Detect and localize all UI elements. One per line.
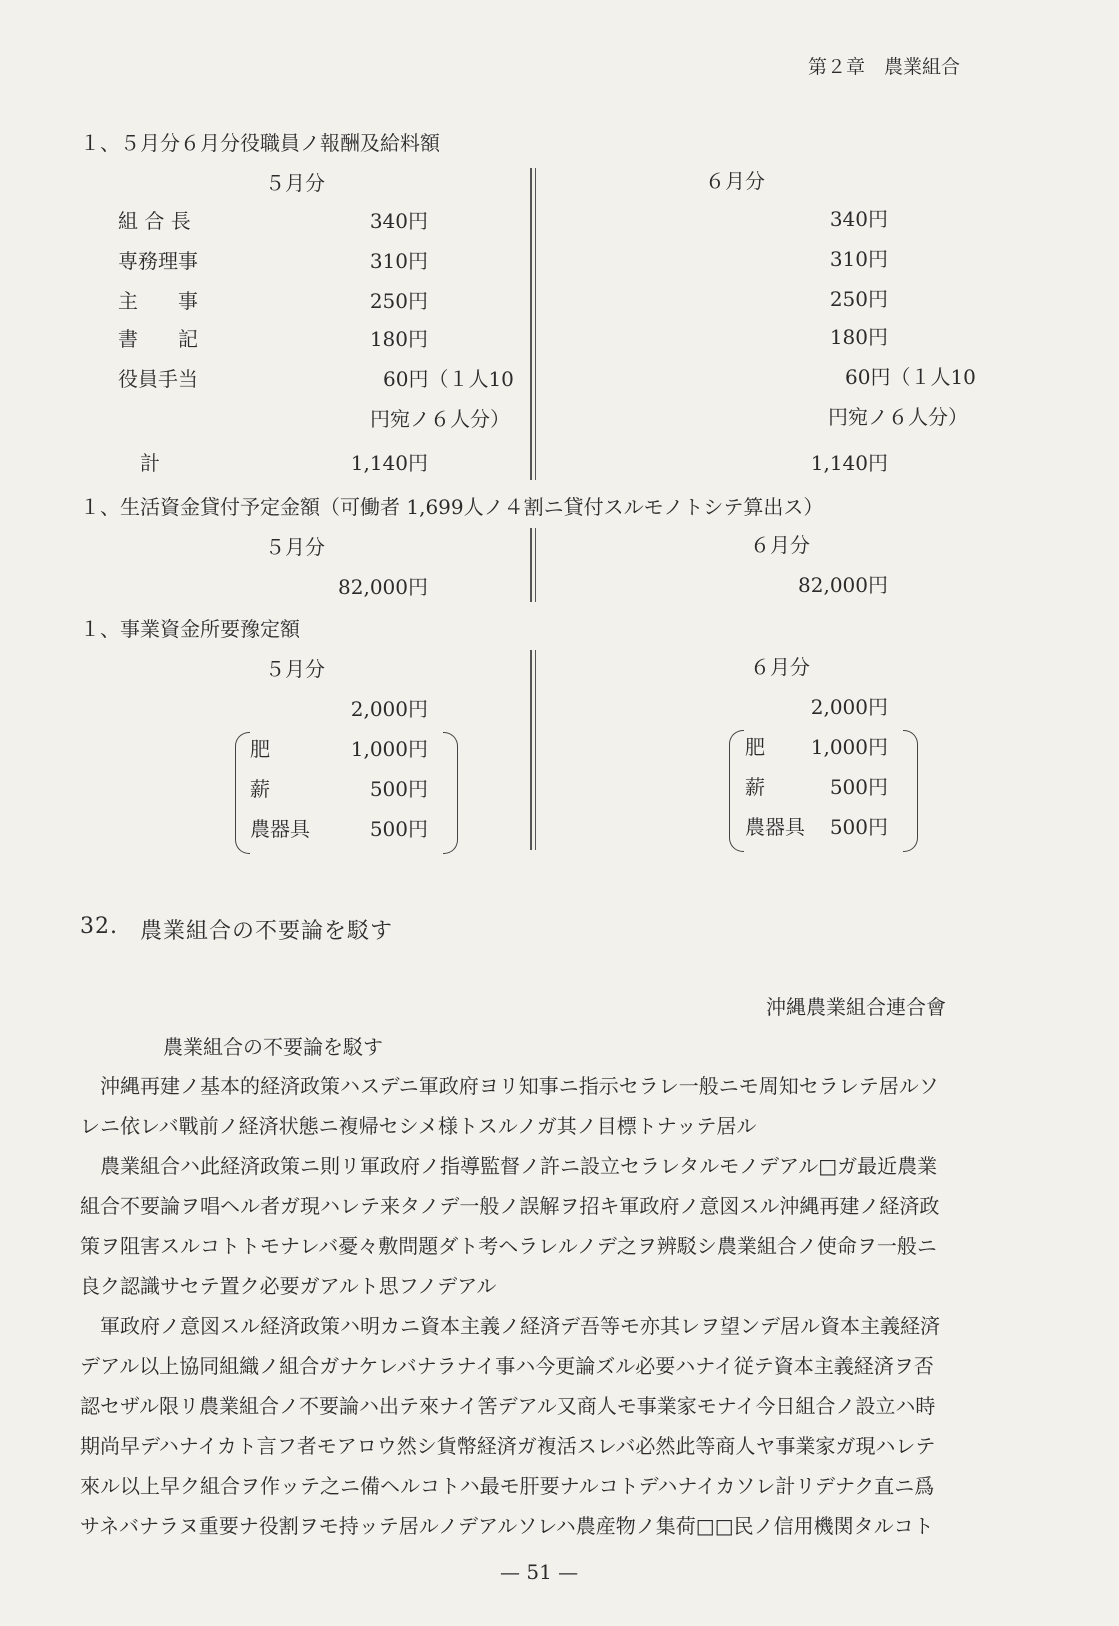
column-divider — [535, 650, 536, 850]
item-label: 肥 — [250, 737, 270, 761]
bracket-right — [443, 732, 458, 854]
body-line: 組合不要論ヲ唱ヘル者ガ現ハレテ来タノデ一般ノ誤解ヲ招キ軍政府ノ意図スル沖縄再建ノ経済政 — [80, 1194, 940, 1218]
total-june-value: 1,140円 — [810, 451, 888, 475]
row-label: 主 事 — [118, 289, 198, 313]
item-value: 500円 — [829, 815, 888, 839]
body-line: 軍政府ノ意図スル経済政策ハ明カニ資本主義ノ経済デ吾等モ亦其レヲ望ンデ居ル資本主義経済 — [100, 1314, 940, 1338]
row-june-value: 310円 — [829, 247, 888, 271]
article-body — [80, 1066, 1010, 1546]
allowance-continuation-june: 円宛ノ６人分） — [828, 405, 968, 429]
section-2-june-value: 82,000円 — [798, 573, 888, 597]
item-label: 肥 — [745, 735, 765, 759]
column-divider — [530, 528, 532, 602]
row-label: 組 合 長 — [118, 209, 191, 233]
section-2-june-label: ６月分 — [750, 533, 810, 557]
section-1-title: １、５月分６月分役職員ノ報酬及給料額 — [80, 131, 440, 155]
section-1-june-label: ６月分 — [705, 169, 765, 193]
body-line: 認セザル限リ農業組合ノ不要論ハ出テ來ナイ筈デアル又商人モ事業家モナイ今日組合ノ設立ハ時 — [80, 1394, 936, 1418]
item-value: 500円 — [369, 777, 428, 801]
item-value: 1,000円 — [810, 735, 888, 759]
article-subtitle: 農業組合の不要論を駁す — [163, 1035, 383, 1059]
item-label: 薪 — [250, 777, 270, 801]
column-divider — [530, 168, 532, 480]
total-label: 計 — [140, 451, 160, 475]
section-2-may-value: 82,000円 — [338, 575, 428, 599]
row-may-value: 180円 — [369, 327, 428, 351]
item-label: 農器具 — [250, 817, 310, 841]
item-label: 農器具 — [745, 815, 805, 839]
body-line: 期尚早デハナイカト言フ者モアロウ然シ貨幣経済ガ複活スレバ必然此等商人ヤ事業家ガ現ハレテ — [80, 1434, 936, 1458]
section-2-title: １、生活資金貸付予定金額（可働者 1,699人ノ４割ニ貸付スルモノトシテ算出ス） — [80, 495, 824, 519]
allowance-continuation-may: 円宛ノ６人分） — [370, 407, 510, 431]
body-line: 來ル以上早ク組合ヲ作ッテ之ニ備ヘルコトハ最モ肝要ナルコトデハナイカソレ計リデナク直ニ爲 — [80, 1474, 935, 1498]
row-june-value: 60円（１人10 — [845, 365, 976, 389]
row-may-value: 340円 — [369, 209, 428, 233]
section-3-title: １、事業資金所要豫定額 — [80, 617, 300, 641]
section-3-june-label: ６月分 — [750, 655, 810, 679]
total-may-value: 1,140円 — [350, 451, 428, 475]
section-1-may-label: ５月分 — [265, 171, 325, 195]
column-divider — [535, 168, 536, 480]
item-value: 1,000円 — [350, 737, 428, 761]
article-title: 農業組合の不要論を駁す — [140, 919, 394, 944]
body-line: レニ依レバ戰前ノ経済状態ニ複帰セシメ様トスルノガ其ノ目標トナッテ居ル — [80, 1114, 757, 1138]
item-label: 薪 — [745, 775, 765, 799]
section-3-june-total: 2,000円 — [810, 695, 888, 719]
row-label: 役員手当 — [118, 367, 198, 391]
row-june-value: 250円 — [829, 287, 888, 311]
column-divider — [535, 528, 536, 602]
row-label: 専務理事 — [118, 249, 198, 273]
article-number: 32. — [80, 914, 118, 939]
body-line: サネバナラヌ重要ナ役割ヲモ持ッテ居ルノデアルソレハ農産物ノ集荷□□民ノ信用機関タルコト — [80, 1514, 934, 1538]
chapter-header: 第２章 農業組合 — [808, 56, 961, 78]
item-value: 500円 — [369, 817, 428, 841]
row-label: 書 記 — [118, 327, 198, 351]
row-may-value: 250円 — [369, 289, 428, 313]
section-2-may-label: ５月分 — [265, 535, 325, 559]
column-divider — [530, 650, 532, 850]
row-june-value: 340円 — [829, 207, 888, 231]
section-3-may-label: ５月分 — [265, 657, 325, 681]
section-3-may-total: 2,000円 — [350, 697, 428, 721]
body-line: 沖縄再建ノ基本的経済政策ハスデニ軍政府ヨリ知事ニ指示セラレ一般ニモ周知セラレテ居ルソ — [100, 1074, 939, 1098]
row-may-value: 60円（１人10 — [383, 367, 514, 391]
bracket-right — [903, 730, 918, 852]
item-value: 500円 — [829, 775, 888, 799]
body-line: 良ク認識サセテ置ク必要ガアルト思フノデアル — [80, 1274, 497, 1298]
body-line: 農業組合ハ此経済政策ニ則リ軍政府ノ指導監督ノ許ニ設立セラレタルモノデアル□ガ最近農業 — [100, 1154, 938, 1178]
bracket-left — [235, 732, 250, 854]
article-author: 沖縄農業組合連合會 — [766, 995, 946, 1019]
page-number: — 51 — — [500, 1560, 579, 1584]
body-line: デアル以上協同組織ノ組合ガナケレバナラナイ事ハ今更論ズル必要ハナイ従テ資本主義経済ヲ否 — [80, 1354, 934, 1378]
bracket-left — [729, 730, 744, 852]
body-line: 策ヲ阻害スルコトトモナレバ憂々敷問題ダト考ヘラレルノデ之ヲ辨駁シ農業組合ノ使命ヲ一般ニ — [80, 1234, 937, 1258]
row-may-value: 310円 — [369, 249, 428, 273]
row-june-value: 180円 — [829, 325, 888, 349]
